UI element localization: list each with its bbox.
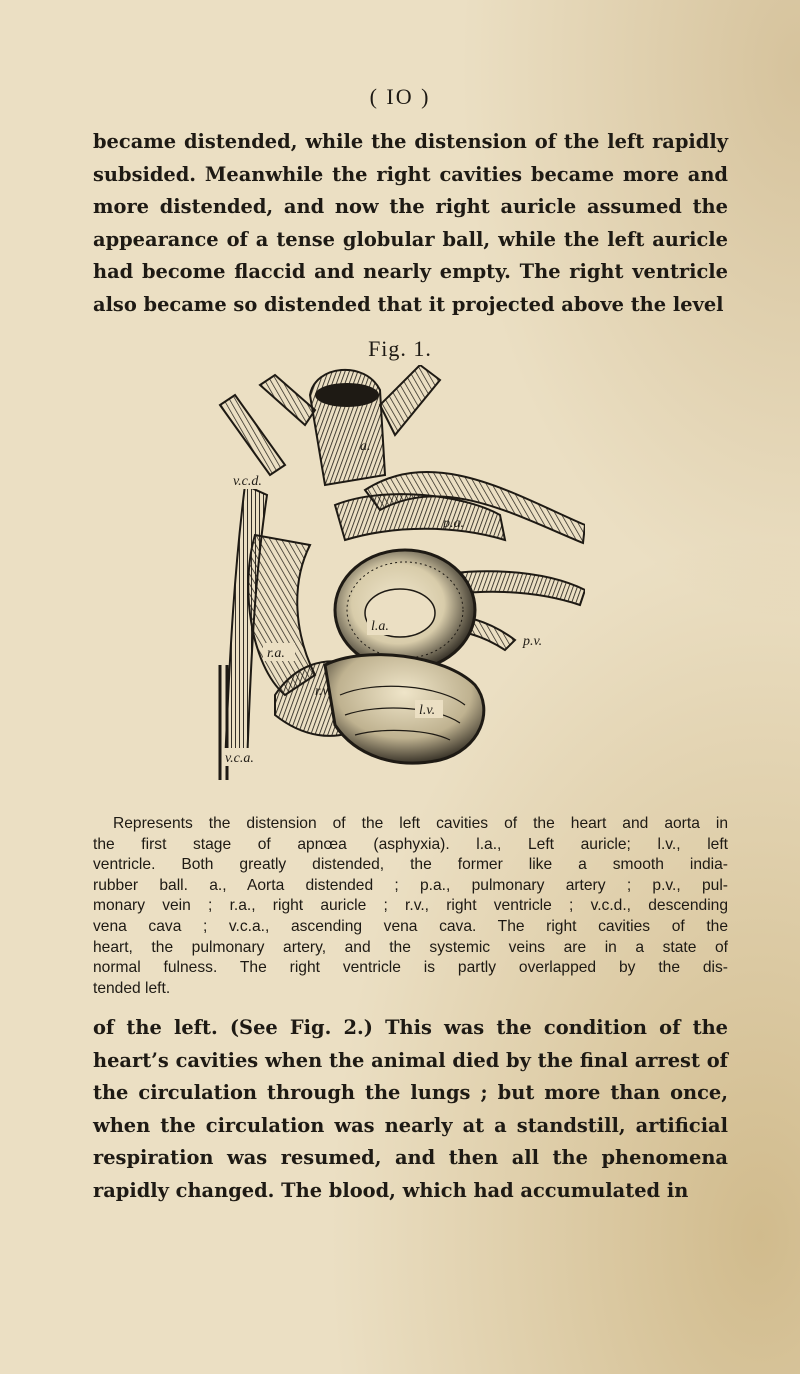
label-pulmonary-vein: p.v. xyxy=(523,634,543,649)
heart-drawing xyxy=(215,365,585,795)
caption-line: monary vein ; r.a., right auricle ; r.v., right ventricle ; v.c.d., descending xyxy=(93,897,728,915)
label-aorta: a. xyxy=(360,439,371,454)
text-line: heart’s cavities when the animal died by the final arrest of xyxy=(93,1048,728,1072)
text-line: rapidly changed. The blood, which had accumulated in xyxy=(93,1178,689,1202)
caption-line: the first stage of apnœa (asphyxia). l.a., Left auricle; l.v., left xyxy=(93,835,728,853)
heart-illustration xyxy=(215,365,585,795)
caption-line: vena cava ; v.c.a., ascending vena cava. The right cavities of the xyxy=(93,917,728,935)
text-line: more distended, and now the right auricle assumed the xyxy=(93,195,728,219)
paragraph-bottom xyxy=(93,1012,728,1208)
text-line: the circulation through the lungs ; but more than once, xyxy=(93,1081,728,1105)
text-line: appearance of a tense globular ball, while the left auricle xyxy=(93,227,728,251)
label-descending-vena-cava: v.c.d. xyxy=(233,474,262,489)
text-line: became distended, while the distension of the left rapidly xyxy=(93,130,728,153)
caption-line: rubber ball. a., Aorta distended ; p.a., pulmonary artery ; p.v., pul- xyxy=(93,876,728,894)
caption-line: tended left. xyxy=(93,979,171,997)
caption-line: normal fulness. The right ventricle is partly overlapped by the dis- xyxy=(93,959,728,977)
label-right-ventricle: r.v. xyxy=(315,684,332,699)
text-line: subsided. Meanwhile the right cavities became more and xyxy=(93,162,728,186)
paragraph-top xyxy=(93,126,728,322)
label-right-auricle: r.a. xyxy=(267,646,285,661)
label-left-auricle: l.a. xyxy=(371,619,389,634)
caption-line: ventricle. Both greatly distended, the former like a smooth india- xyxy=(93,856,728,874)
text-line: respiration was resumed, and then all the phenomena xyxy=(93,1146,728,1170)
left-auricle xyxy=(335,550,475,670)
label-ascending-vena-cava: v.c.a. xyxy=(225,751,254,766)
figure-caption xyxy=(93,814,728,999)
caption-line: Represents the distension of the left cavities of the heart and aorta in xyxy=(113,815,728,832)
text-line: had become flaccid and nearly empty. The right ventricle xyxy=(93,260,728,284)
label-left-ventricle: l.v. xyxy=(419,703,436,718)
caption-line: heart, the pulmonary artery, and the systemic veins are in a state of xyxy=(93,938,728,956)
figure-title: Fig. 1. xyxy=(368,336,432,361)
page-number: ( IO ) xyxy=(369,84,431,109)
text-line: also became so distended that it projected above the level xyxy=(93,292,724,316)
left-ventricle xyxy=(325,655,484,763)
text-line: when the circulation was nearly at a standstill, artificial xyxy=(93,1113,728,1137)
pulmonary-artery xyxy=(335,472,585,543)
label-pulmonary-artery: p.a. xyxy=(443,516,464,531)
text-line: of the left. (See Fig. 2.) This was the condition of the xyxy=(93,1016,728,1039)
aorta xyxy=(260,365,440,485)
